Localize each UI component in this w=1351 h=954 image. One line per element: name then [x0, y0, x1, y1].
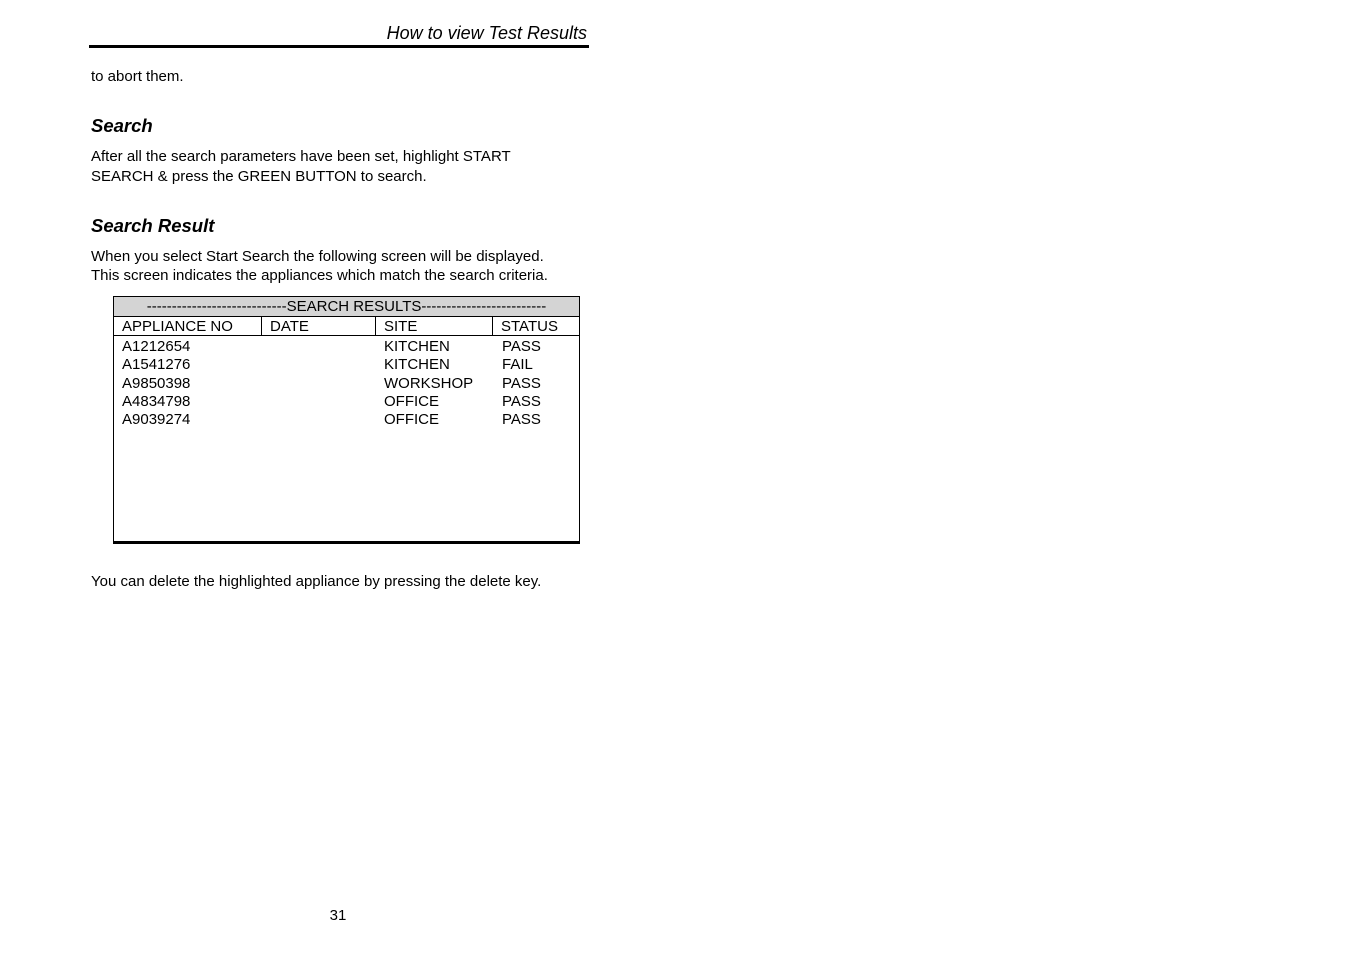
- site-cell: OFFICE: [384, 411, 439, 429]
- search-results-banner: ----------------------------SEARCH RESULTS-------------------------: [114, 297, 579, 317]
- search-body-line-2: SEARCH & press the GREEN BUTTON to search.: [91, 168, 427, 185]
- appliance-no-cell: A9039274: [122, 411, 191, 429]
- page-header-title: How to view Test Results: [386, 23, 587, 43]
- column-header-appliance-no: APPLIANCE NO: [114, 317, 262, 336]
- column-header-date: DATE: [262, 317, 376, 336]
- appliance-no-cell: A4834798: [122, 392, 191, 410]
- status-cell: PASS: [502, 338, 541, 355]
- results-list: [114, 338, 579, 429]
- header-rule: [89, 45, 589, 48]
- column-header-site: SITE: [376, 317, 493, 336]
- appliance-no-cell: A1541276: [122, 356, 191, 374]
- search-result-body-line-2: This screen indicates the appliances which match the search criteria.: [91, 267, 548, 284]
- search-result-heading: Search Result: [91, 215, 215, 236]
- footer-text: You can delete the highlighted appliance by pressing the delete key.: [91, 573, 542, 590]
- search-results-screen: [113, 296, 580, 544]
- page-number: 31: [329, 907, 347, 924]
- appliance-no-cell: A9850398: [122, 374, 191, 392]
- appliance-no-cell: A1212654: [122, 338, 191, 355]
- status-cell: FAIL: [502, 356, 533, 374]
- status-cell: PASS: [502, 392, 541, 410]
- search-result-body-line-1: When you select Start Search the following screen will be displayed.: [91, 248, 544, 265]
- table-row[interactable]: [114, 393, 579, 411]
- site-cell: KITCHEN: [384, 338, 450, 355]
- table-row[interactable]: [114, 338, 579, 356]
- site-cell: WORKSHOP: [384, 374, 474, 392]
- site-cell: OFFICE: [384, 392, 439, 410]
- search-body-line-1: After all the search parameters have been set, highlight START: [91, 148, 511, 165]
- column-header-status: STATUS: [493, 317, 579, 336]
- search-heading: Search: [91, 115, 153, 136]
- intro-text: to abort them.: [91, 68, 184, 85]
- site-cell: KITCHEN: [384, 356, 450, 374]
- status-cell: PASS: [502, 374, 541, 392]
- status-cell: PASS: [502, 411, 541, 429]
- table-row[interactable]: [114, 375, 579, 393]
- table-row[interactable]: [114, 356, 579, 374]
- table-row[interactable]: [114, 411, 579, 429]
